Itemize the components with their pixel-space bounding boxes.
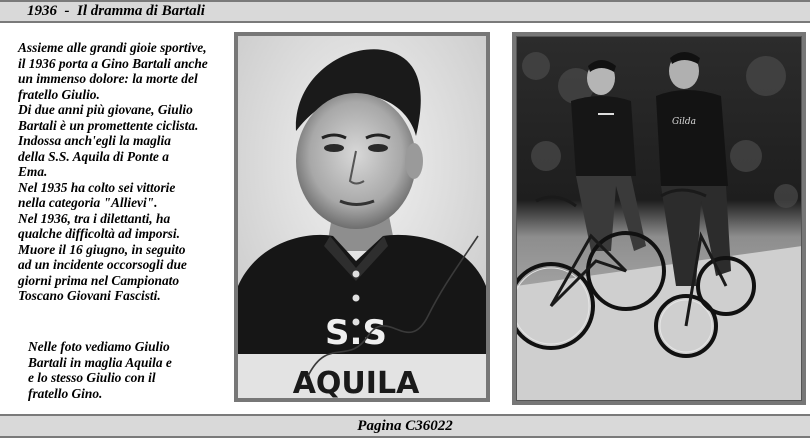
portrait-photo xyxy=(234,32,490,402)
text-line: nella categoria "Allievi". xyxy=(18,195,158,210)
photo-caption xyxy=(28,339,228,401)
text-line: Ema. xyxy=(18,164,48,179)
text-line: Assieme alle grandi gioie sportive, xyxy=(18,40,207,55)
cyclists-image xyxy=(516,36,802,401)
text-line: Nel 1936, tra i dilettanti, ha xyxy=(18,210,171,226)
text-line: Indossa anch'egli la maglia xyxy=(18,133,171,148)
cyclist-jersey-text: Gilda xyxy=(671,117,697,127)
caption-line: Bartali in maglia Aquila e xyxy=(28,354,172,370)
text-line: fratello Giulio. xyxy=(18,86,100,102)
text-line: della S.S. Aquila di Ponte a xyxy=(18,148,169,164)
text-line: Di due anni più giovane, Giulio xyxy=(18,102,193,117)
text-line: qualche difficoltà ad imporsi. xyxy=(18,226,180,241)
jersey-aquila-text: AQUILA xyxy=(292,366,420,398)
text-line: il 1936 porta a Gino Bartali anche xyxy=(18,55,208,71)
header-bar xyxy=(0,0,810,23)
page-title: 1936 - Il dramma di Bartali xyxy=(27,3,205,19)
caption-line: e lo stesso Giulio con il xyxy=(28,370,156,385)
text-line: giorni prima nel Campionato xyxy=(18,272,180,288)
page-label: Pagina C36022 xyxy=(357,418,453,434)
jersey-ss-text: S.S xyxy=(325,313,387,353)
text-line: Bartali è un promettente ciclista. xyxy=(18,117,199,133)
text-line: un immenso dolore: la morte del xyxy=(18,71,198,86)
text-line: Muore il 16 giugno, in seguito xyxy=(18,241,186,257)
portrait-image xyxy=(238,36,486,398)
cyclists-photo xyxy=(512,32,806,405)
text-line: Toscano Giovani Fascisti. xyxy=(18,288,161,303)
caption-line: fratello Gino. xyxy=(28,385,103,401)
text-line: Nel 1935 ha colto sei vittorie xyxy=(18,179,176,195)
text-line: ad un incidente occorsogli due xyxy=(18,257,187,272)
footer-bar xyxy=(0,414,810,438)
caption-line: Nelle foto vediamo Giulio xyxy=(28,339,170,354)
article-text xyxy=(18,40,236,304)
